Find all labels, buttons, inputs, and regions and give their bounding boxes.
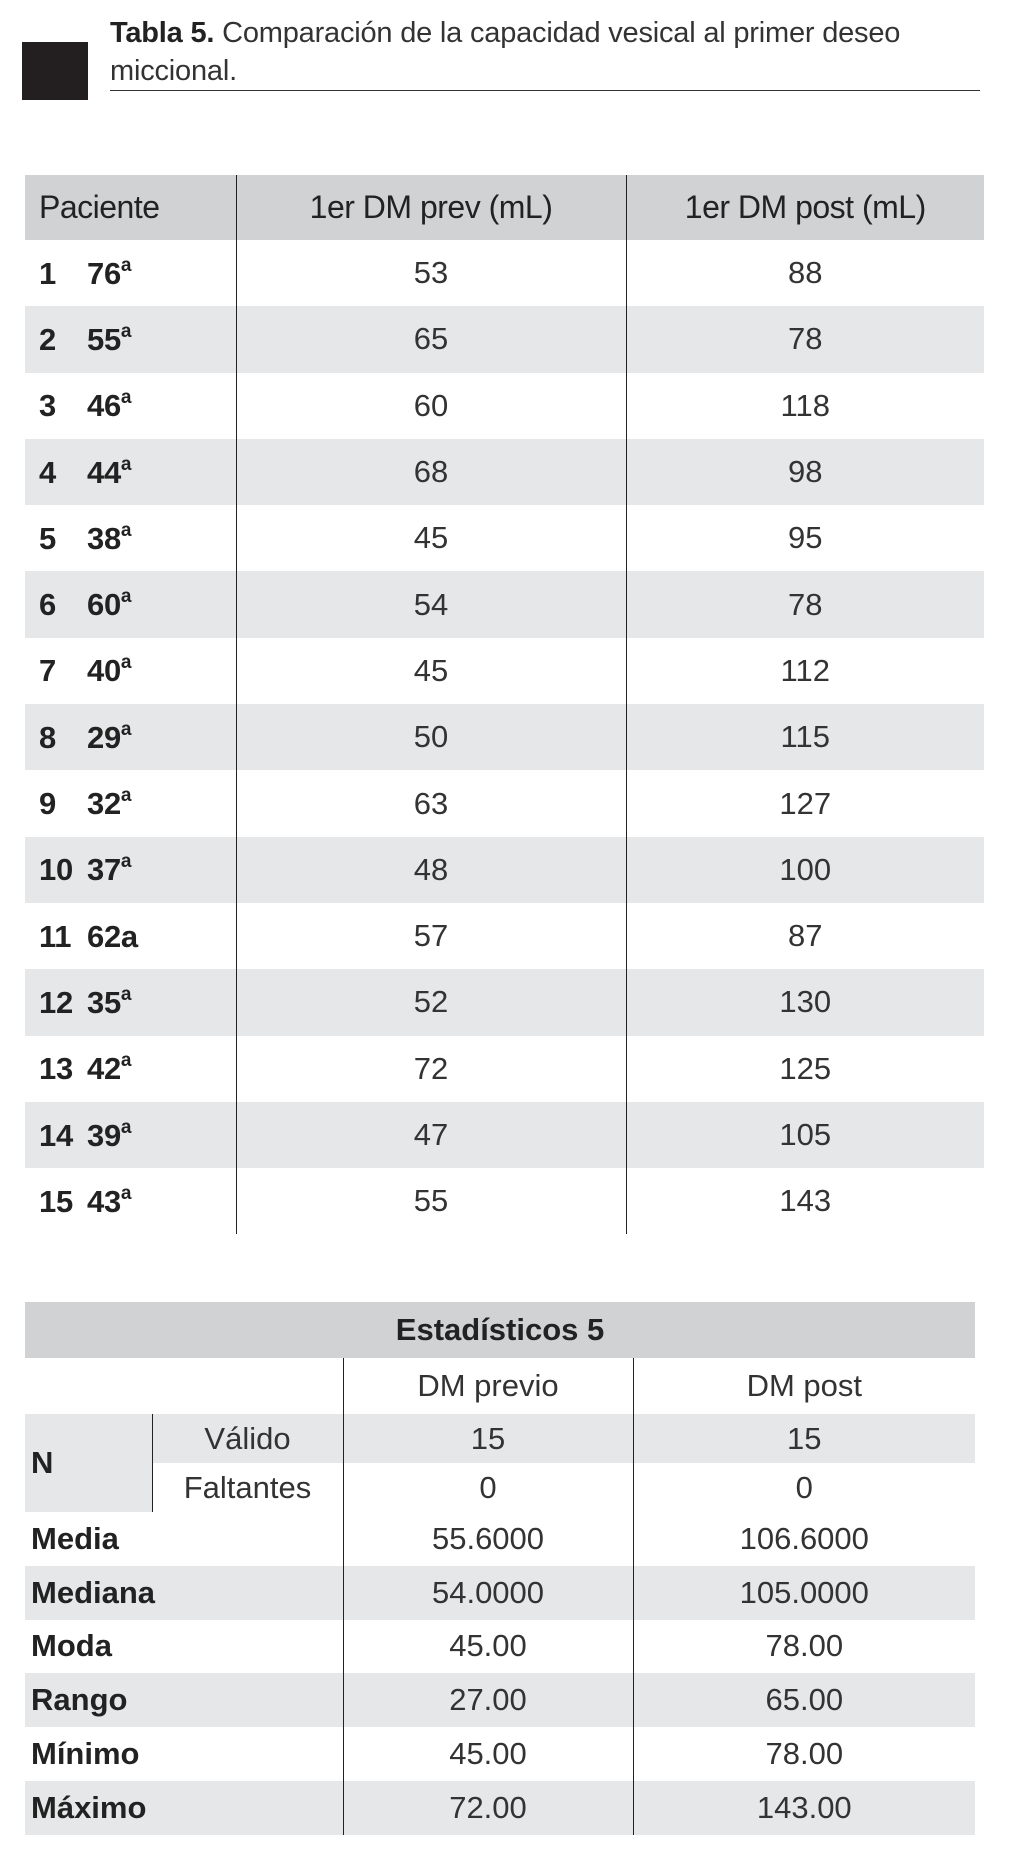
dm-prev-value: 54 <box>236 571 626 637</box>
patient-cell <box>25 638 236 704</box>
statistics-row <box>25 1512 975 1566</box>
patient-cell <box>25 969 236 1035</box>
caption-text: Comparación de la capacidad vesical al primer deseo miccional. <box>110 17 901 87</box>
table-row <box>25 373 984 439</box>
patient-age: 76 <box>87 255 121 291</box>
statistic-post: 105.0000 <box>633 1566 975 1620</box>
dm-prev-value: 57 <box>236 903 626 969</box>
table-row <box>25 240 984 306</box>
patient-number: 7 <box>39 653 56 689</box>
patient-age-superscript: a <box>120 586 132 608</box>
statistic-prev: 72.00 <box>343 1781 633 1835</box>
dm-post-value: 98 <box>626 439 984 505</box>
patient-cell <box>25 903 236 969</box>
dm-prev-value: 47 <box>236 1102 626 1168</box>
valido-prev: 15 <box>343 1414 633 1463</box>
patient-age: 40 <box>87 653 121 689</box>
statistic-post: 143.00 <box>633 1781 975 1835</box>
patient-number: 3 <box>39 388 56 424</box>
patient-age-superscript: a <box>120 785 132 807</box>
patient-age: 29 <box>87 719 121 755</box>
dm-prev-value: 55 <box>236 1168 626 1234</box>
patient-cell <box>25 1102 236 1168</box>
dm-post-value: 87 <box>626 903 984 969</box>
statistic-post: 78.00 <box>633 1727 975 1781</box>
patients-table-header <box>25 175 984 240</box>
patient-number: 6 <box>39 587 56 623</box>
n-label: N <box>25 1414 152 1512</box>
patient-age: 35 <box>87 984 121 1020</box>
patient-cell <box>25 306 236 372</box>
statistic-label: Mediana <box>25 1566 343 1620</box>
faltantes-post: 0 <box>633 1463 975 1512</box>
dm-post-value: 95 <box>626 505 984 571</box>
valido-post: 15 <box>633 1414 975 1463</box>
valido-label: Válido <box>152 1414 343 1463</box>
patient-number: 12 <box>39 984 73 1020</box>
patient-age-superscript: a <box>120 718 132 740</box>
dm-prev-value: 63 <box>236 770 626 836</box>
statistic-prev: 45.00 <box>343 1727 633 1781</box>
dm-post-value: 127 <box>626 770 984 836</box>
table-row <box>25 1036 984 1102</box>
patient-number: 4 <box>39 454 56 490</box>
dm-post-value: 88 <box>626 240 984 306</box>
patient-age-superscript: a <box>120 254 132 276</box>
statistics-row <box>25 1781 975 1835</box>
dm-post-value: 78 <box>626 306 984 372</box>
statistics-table <box>25 1302 975 1835</box>
dm-post-value: 112 <box>626 638 984 704</box>
dm-prev-value: 72 <box>236 1036 626 1102</box>
statistics-row <box>25 1566 975 1620</box>
patient-cell <box>25 770 236 836</box>
patient-number: 13 <box>39 1051 73 1087</box>
statistics-title: Estadísticos 5 <box>25 1302 975 1358</box>
statistic-prev: 54.0000 <box>343 1566 633 1620</box>
dm-post-value: 143 <box>626 1168 984 1234</box>
dm-post-value: 78 <box>626 571 984 637</box>
patient-age: 39 <box>87 1117 121 1153</box>
table-row <box>25 770 984 836</box>
patient-number: 10 <box>39 852 73 888</box>
patient-cell <box>25 1168 236 1234</box>
patient-age-superscript: a <box>120 851 132 873</box>
patient-age-superscript: a <box>120 1050 132 1072</box>
patient-cell <box>25 571 236 637</box>
patient-cell <box>25 439 236 505</box>
table-row <box>25 969 984 1035</box>
dm-prev-value: 48 <box>236 837 626 903</box>
statistics-row <box>25 1727 975 1781</box>
patient-number: 11 <box>39 918 72 954</box>
dm-prev-value: 68 <box>236 439 626 505</box>
patient-age: 38 <box>87 520 121 556</box>
patient-age: 55 <box>87 321 121 357</box>
patient-age-superscript: a <box>120 453 132 475</box>
patient-age-superscript: a <box>120 1116 132 1138</box>
statistics-header-prev: DM previo <box>343 1358 633 1414</box>
statistic-label: Mínimo <box>31 1736 140 1772</box>
statistic-prev: 45.00 <box>343 1620 633 1674</box>
faltantes-prev: 0 <box>343 1463 633 1512</box>
table-row <box>25 704 984 770</box>
statistics-header-spacer <box>25 1358 343 1414</box>
dm-prev-value: 45 <box>236 638 626 704</box>
patient-age-superscript: a <box>120 519 132 541</box>
statistics-row <box>25 1673 975 1727</box>
table-row <box>25 571 984 637</box>
patient-age: 43 <box>87 1183 121 1219</box>
dm-post-value: 130 <box>626 969 984 1035</box>
table-caption <box>110 14 980 90</box>
patient-age: 44 <box>87 454 121 490</box>
patient-number: 8 <box>39 719 56 755</box>
patient-age: 62a <box>87 918 138 954</box>
header-paciente: Paciente <box>25 175 236 240</box>
patient-age: 42 <box>87 1051 121 1087</box>
patient-age-superscript: a <box>120 983 132 1005</box>
caption-block-marker <box>22 42 88 100</box>
patient-age: 46 <box>87 388 121 424</box>
table-row <box>25 306 984 372</box>
statistic-label: Media <box>31 1520 119 1556</box>
patient-age-superscript: a <box>120 1182 132 1204</box>
statistic-label: Moda <box>31 1628 112 1664</box>
patient-number: 1 <box>39 255 56 291</box>
dm-prev-value: 50 <box>236 704 626 770</box>
dm-post-value: 115 <box>626 704 984 770</box>
table-row <box>25 1168 984 1234</box>
statistic-label: Rango <box>25 1673 343 1727</box>
statistic-post: 65.00 <box>633 1673 975 1727</box>
patient-cell <box>25 704 236 770</box>
patient-age: 32 <box>87 786 121 822</box>
dm-post-value: 125 <box>626 1036 984 1102</box>
patient-number: 9 <box>39 786 56 822</box>
statistic-prev: 27.00 <box>343 1673 633 1727</box>
header-dm-post: 1er DM post (mL) <box>626 175 984 240</box>
patient-cell <box>25 240 236 306</box>
patient-age: 37 <box>87 852 121 888</box>
dm-post-value: 118 <box>626 373 984 439</box>
dm-prev-value: 45 <box>236 505 626 571</box>
patient-age-superscript: a <box>120 652 132 674</box>
patient-cell <box>25 505 236 571</box>
table-row <box>25 505 984 571</box>
statistic-prev: 55.6000 <box>343 1512 633 1566</box>
statistic-post: 78.00 <box>633 1620 975 1674</box>
faltantes-label: Faltantes <box>152 1463 343 1512</box>
patient-age-superscript: a <box>120 387 132 409</box>
table-row <box>25 439 984 505</box>
patient-number: 15 <box>39 1183 73 1219</box>
header-dm-prev: 1er DM prev (mL) <box>236 175 626 240</box>
patient-cell <box>25 373 236 439</box>
table-row <box>25 903 984 969</box>
statistics-header-post: DM post <box>633 1358 975 1414</box>
statistic-post: 106.6000 <box>633 1512 975 1566</box>
caption-rule <box>110 90 980 91</box>
dm-prev-value: 60 <box>236 373 626 439</box>
table-row <box>25 837 984 903</box>
caption-label: Tabla 5. <box>110 17 215 49</box>
dm-prev-value: 65 <box>236 306 626 372</box>
patient-number: 14 <box>39 1117 73 1153</box>
statistic-label: Máximo <box>25 1781 343 1835</box>
patient-number: 5 <box>39 520 56 556</box>
patient-number: 2 <box>39 321 56 357</box>
patient-age-superscript: a <box>120 320 132 342</box>
dm-prev-value: 52 <box>236 969 626 1035</box>
patient-cell <box>25 837 236 903</box>
table-row <box>25 638 984 704</box>
dm-prev-value: 53 <box>236 240 626 306</box>
statistics-row <box>25 1620 975 1674</box>
dm-post-value: 100 <box>626 837 984 903</box>
dm-post-value: 105 <box>626 1102 984 1168</box>
table-row <box>25 1102 984 1168</box>
patient-age: 60 <box>87 587 121 623</box>
patients-table <box>25 175 984 1234</box>
patient-cell <box>25 1036 236 1102</box>
